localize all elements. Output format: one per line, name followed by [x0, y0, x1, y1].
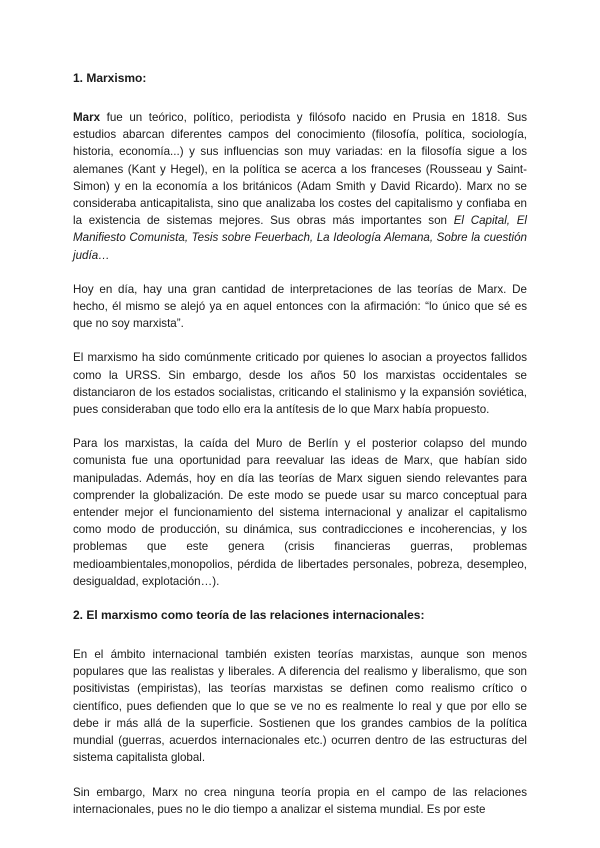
- section-1-paragraph-4: Para los marxistas, la caída del Muro de Berlín y el posterior colapso del mundo comunista fue una oportunidad para reevaluar las ideas de Marx, que habían sido manipuladas. Además, hoy en día las teorías de Marx siguen siendo relevantes para comprender la globalización. De este modo se puede usar su marco conceptual para entender mejor el funcionamiento del sistema internacional y analizar el capitalismo como modo de producción, su dinámica, sus contradicciones e incoherencias, y los problemas que este genera (crisis financieras guerras, problemas medioambientales,monopolios, pérdida de libertades personales, pobreza, desempleo, desigualdad, explotación…).: [73, 437, 527, 588]
- section-1-paragraph-3: El marxismo ha sido comúnmente criticado por quienes lo asocian a proyectos fallidos como la URSS. Sin embargo, desde los años 50 los marxistas occidentales se distanciaron de los estados socialistas, criticando el stalinismo y la expansión soviética, pues consideraban que todo ello era la antítesis de lo que Marx había propuesto.: [73, 351, 527, 417]
- marx-lead: Marx: [73, 111, 101, 124]
- section-1-paragraph-1: [73, 109, 527, 264]
- marx-bio-text: fue un teórico, político, periodista y filósofo nacido en Prusia en 1818. Sus estudios abarcan diferentes campos del conocimiento (filosofía, política, sociología, historia, economía...) y sus influencias son muy variadas: en la filosofía sigue a los alemanes (Kant y Hegel), en la política se acerca a los franceses (Rousseau y Saint-Simon) y en la economía a los británicos (Adam Smith y David Ricardo). Marx no se consideraba anticapitalista, sino que analizaba los costes del capitalismo y confiaba en la existencia de sistemas mejores. Sus obras más importantes son: [73, 111, 527, 228]
- section-2-heading: 2. El marxismo como teoría de las relaciones internacionales:: [73, 608, 425, 623]
- marx-works: El Capital, El Manifiesto Comunista, Tesis sobre Feuerbach, La Ideología Alemana, Sobre la cuestión judía…: [73, 214, 528, 262]
- section-2-paragraph-1: En el ámbito internacional también existen teorías marxistas, aunque son menos populares que las realistas y liberales. A diferencia del realismo y liberalismo, que son positivistas (empiristas), las teorías marxistas se definen como realismo crítico o científico, pues defienden que lo que se ve no es realmente lo real y que por ello se debe ir más allá de la superficie. Sostienen que los grandes cambios de la política mundial (guerras, acuerdos internacionales etc.) ocurren dentro de las estructuras del sistema capitalista global.: [73, 648, 527, 765]
- section-1-heading: 1. Marxismo:: [73, 71, 147, 85]
- section-1-paragraph-2: Hoy en día, hay una gran cantidad de interpretaciones de las teorías de Marx. De hecho, él mismo se alejó ya en aquel entonces con la afirmación: “lo único que sé es que no soy marxista”.: [73, 282, 527, 331]
- section-2-paragraph-2: Sin embargo, Marx no crea ninguna teoría propia en el campo de las relaciones internacionales, pues no le dio tiempo a analizar el sistema mundial. Es por este: [73, 785, 527, 816]
